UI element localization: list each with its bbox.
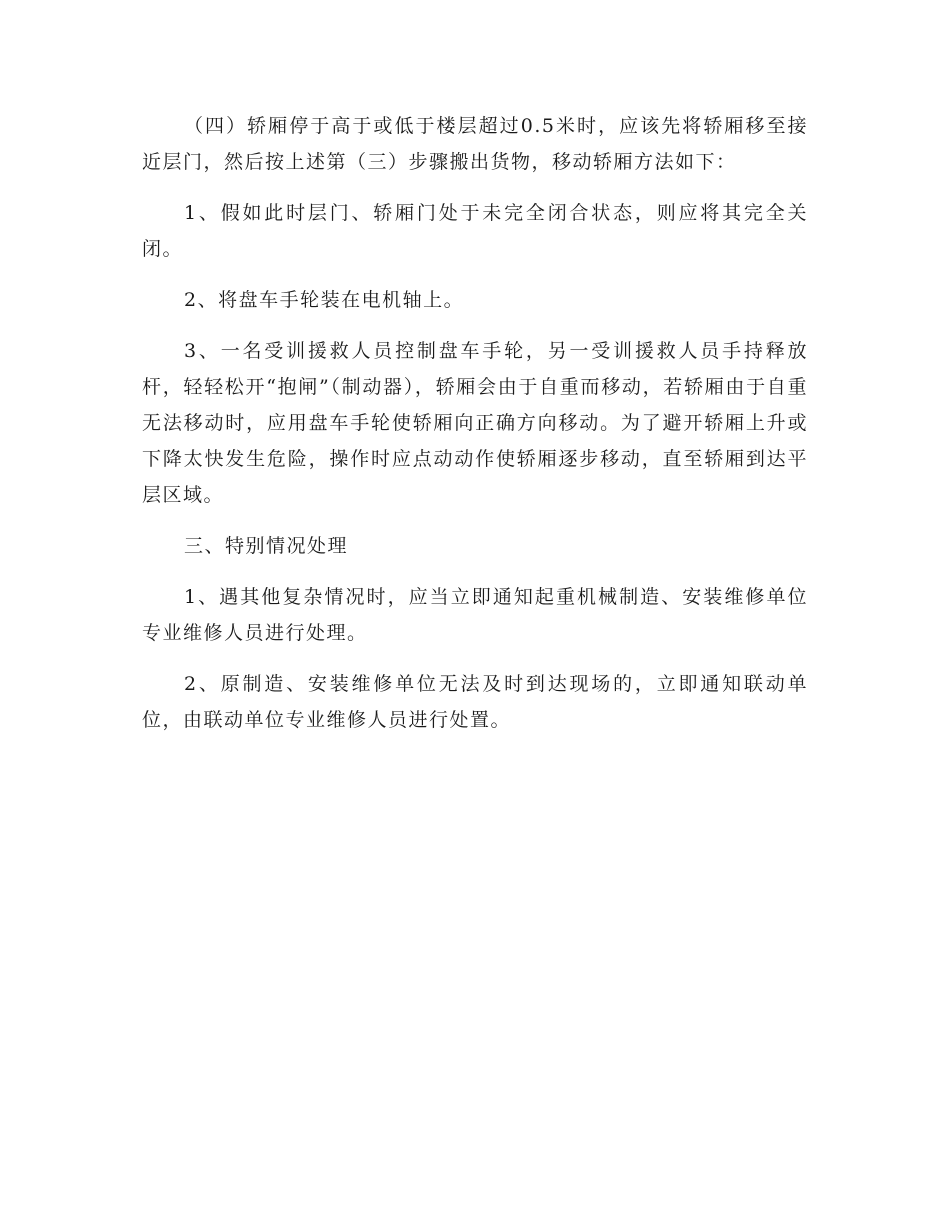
paragraph-install-handwheel: 2、将盘车手轮装在电机轴上。 (184, 289, 465, 311)
paragraph-release-brake: 3、一名受训援救人员控制盘车手轮，另一受训援救人员手持释放杆，轻轻松开“抱闸”（制动器），轿厢会由于自重而移动，若轿厢由于自重无法移动时，应用盘车手轮使轿厢向正确方向移动。为了避开轿厢上升或下降太快发生危险，操作时应点动动作使轿厢逐步移动，直至轿厢到达平层区域。 (142, 340, 808, 506)
paragraph-close-doors: 1、假如此时层门、轿厢门处于未完全闭合状态，则应将其完全关闭。 (142, 202, 808, 260)
paragraph-notify-maintenance: 1、遇其他复杂情况时，应当立即通知起重机械制造、安装维修单位专业维修人员进行处理。 (142, 586, 808, 644)
document-body (142, 108, 808, 753)
section-heading-special-cases: 三、特别情况处理 (184, 535, 349, 557)
paragraph-step-four: （四）轿厢停于高于或低于楼层超过0.5米时，应该先将轿厢移至接近层门，然后按上述第（三）步骤搬出货物，移动轿厢方法如下： (142, 115, 808, 173)
paragraph-notify-linked-unit: 2、原制造、安装维修单位无法及时到达现场的，立即通知联动单位，由联动单位专业维修人员进行处置。 (142, 673, 808, 731)
